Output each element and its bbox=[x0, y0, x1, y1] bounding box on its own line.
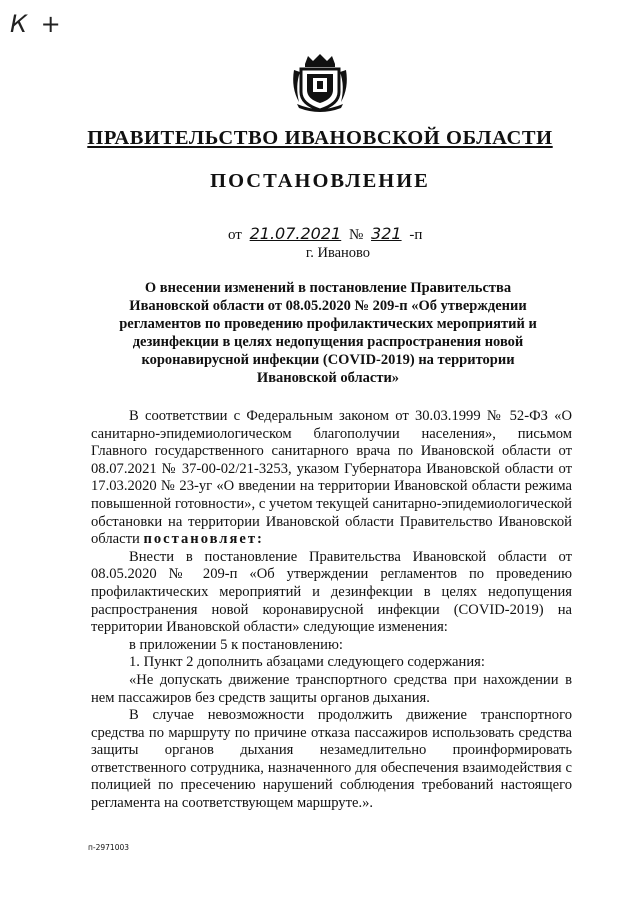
footer-code: п-2971003 bbox=[88, 843, 130, 852]
paragraph: «Не допускать движение транспортного средства при нахождении в нем пассажиров без средств защиты органов дыхания. bbox=[91, 671, 572, 706]
document-date: 21.07.2021 bbox=[249, 224, 342, 243]
number-sign: № bbox=[348, 227, 364, 243]
resolution-keyword: постановляет: bbox=[143, 531, 264, 548]
handwritten-note: К + bbox=[10, 10, 64, 38]
document-subject: О внесении изменений в постановление Правительства Ивановской области от 08.05.2020 № 209-п «Об утверждении регламентов по проведению профилактических мероприятий и дезинфекции в целях недопущения распространения новой коронавирусной инфекции (COVID-2019) на территории Ивановской области» bbox=[119, 280, 537, 386]
paragraph: В случае невозможности продолжить движение транспортного средства по маршруту по причине отказа пассажиров использовать средства защиты органов дыхания незамедлительно проинформировать ответственного сотрудника, назначенного для обеспечения взаимодействия с полицией по пресечению нарушений соблюдения требований настоящего регламента на соответствующем маршруте.». bbox=[91, 707, 572, 812]
paragraph: 1. Пункт 2 дополнить абзацами следующего содержания: bbox=[129, 654, 485, 671]
city: г. Иваново bbox=[305, 245, 371, 261]
coat-of-arms-emblem bbox=[291, 52, 349, 112]
number-suffix: -п bbox=[409, 227, 423, 243]
date-number-line bbox=[228, 224, 422, 244]
paragraph bbox=[91, 408, 572, 549]
document-type: ПОСТАНОВЛЕНИЕ bbox=[210, 170, 430, 192]
document-body bbox=[91, 408, 572, 813]
paragraph: Внести в постановление Правительства Ивановской области от 08.05.2020 № 209-п «Об утверждении регламентов по проведению профилактических мероприятий и дезинфекции в целях недопущения распространения новой коронавирусной инфекции (COVID-2019) на территории Ивановской области» следующие изменения: bbox=[91, 548, 572, 636]
government-title: ПРАВИТЕЛЬСТВО ИВАНОВСКОЙ ОБЛАСТИ bbox=[87, 127, 553, 149]
paragraph-text: В соответствии с Федеральным законом от 30.03.1999 № 52-ФЗ «О санитарно-эпидемиологическом благополучии населения», письмом Главного государственного санитарного врача по Ивановской области от 08.07.2021 № 37-00-02/21-3253, указом Губернатора Ивановской области от 17.03.2020 № 23-уг «О введении на территории Ивановской области режима повышенной готовности», с учетом текущей санитарно-эпидемиологической обстановки на территории Ивановской области Правительство Ивановской области bbox=[91, 408, 572, 548]
paragraph: в приложении 5 к постановлению: bbox=[129, 636, 343, 653]
document-number: 321 bbox=[371, 224, 402, 243]
date-prefix: от bbox=[228, 227, 242, 243]
